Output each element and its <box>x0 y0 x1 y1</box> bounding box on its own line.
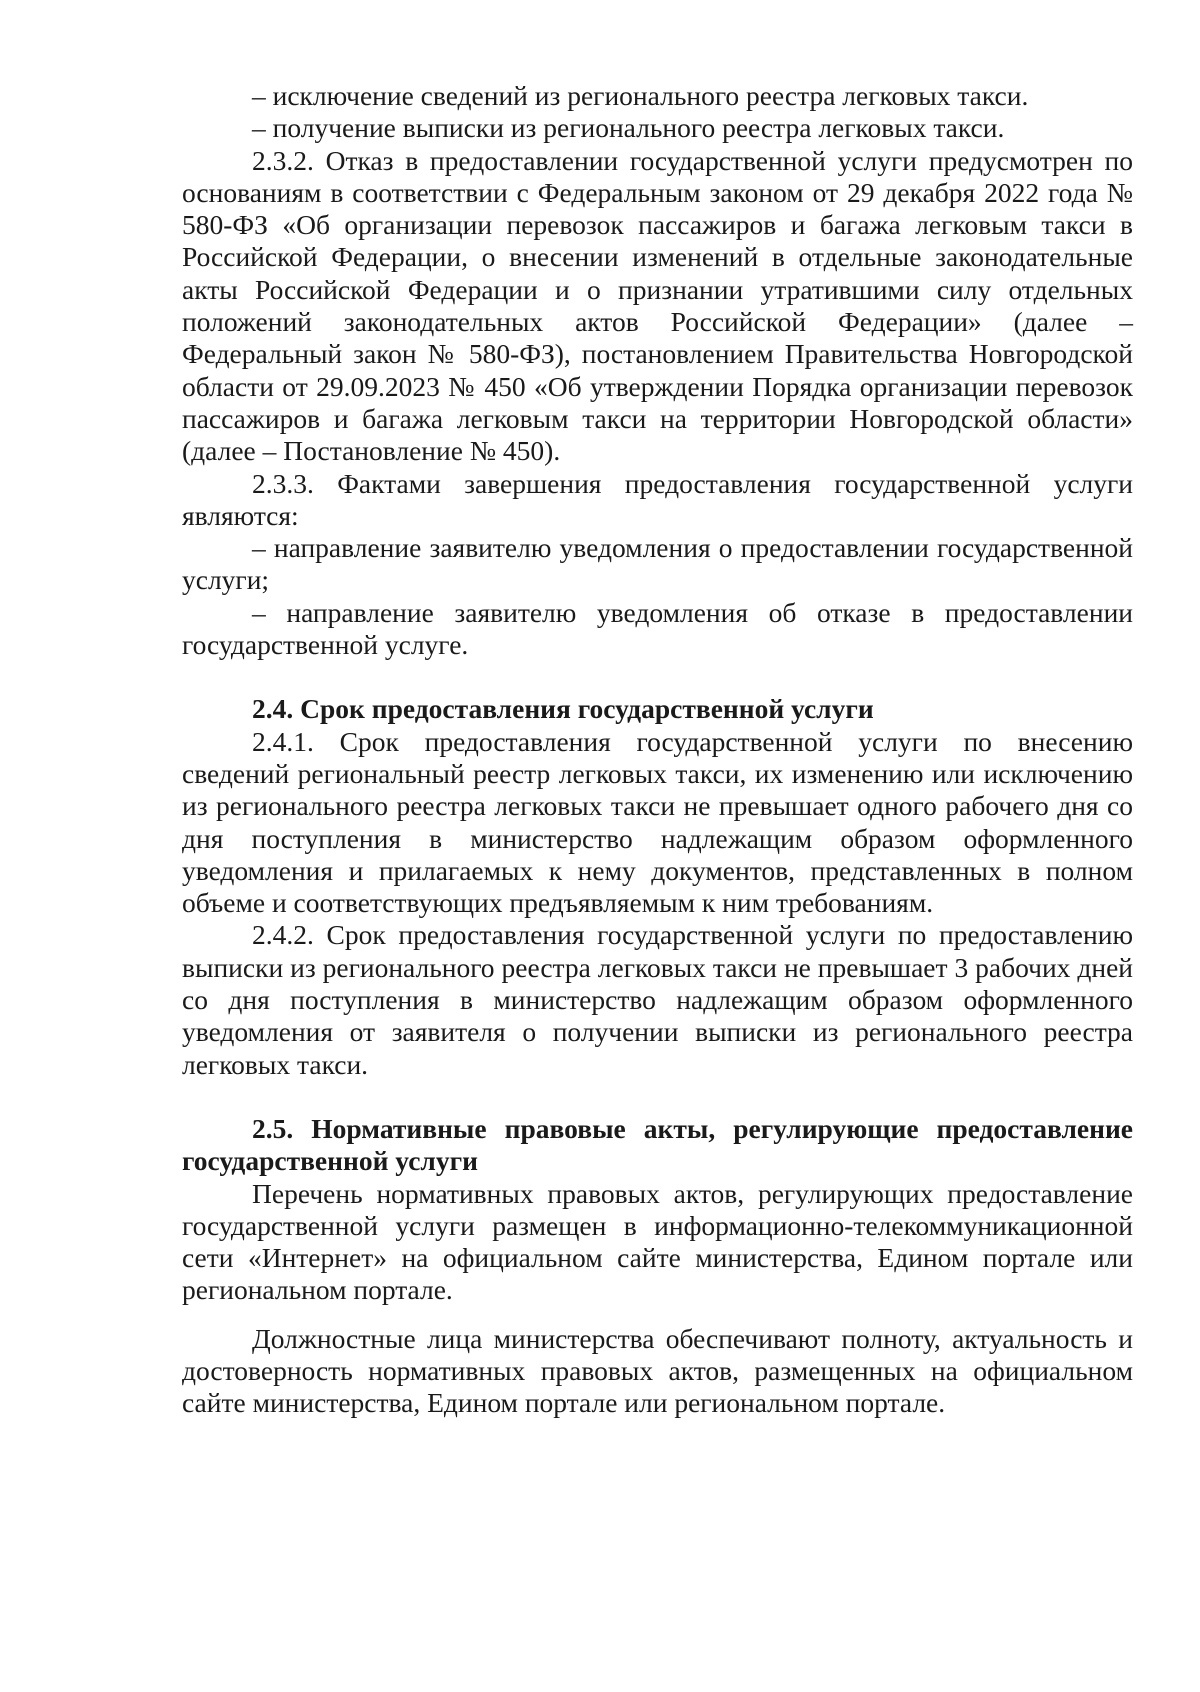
paragraph-acts-list: Перечень нормативных правовых актов, регулирующих предоставление государственной услуги размещен в информационно-телекоммуникационной сети «Интернет» на официальном сайте министерства, Едином портале или региональном портале. <box>182 1177 1133 1306</box>
section-heading-2-5: 2.5. Нормативные правовые акты, регулирующие предоставление государственной услуги <box>182 1112 1133 1177</box>
paragraph-officials: Должностные лица министерства обеспечивают полноту, актуальность и достоверность нормативных правовых актов, размещенных на официальном сайте министерства, Едином портале или региональном портале. <box>182 1322 1133 1419</box>
section-gap <box>182 1081 1133 1113</box>
list-item-notice-refusal: – направление заявителю уведомления об отказе в предоставлении государственной услуге. <box>182 596 1133 661</box>
list-item-extract: – получение выписки из регионального реестра легковых такси. <box>252 112 1005 144</box>
list-item-exclusion: – исключение сведений из регионального реестра легковых такси. <box>252 80 1029 111</box>
paragraph-gap <box>182 1307 1133 1323</box>
paragraph-2-4-1: 2.4.1. Срок предоставления государственной услуги по внесению сведений региональный реестр легковых такси, их изменению или исключению из регионального реестра легковых такси не превышает одного рабочего дня со дня поступления в министерство надлежащим образом оформленного уведомления и прилагаемых к нему документов, представленных в полном объеме и соответствующих предъявляемым к ним требованиям. <box>182 725 1133 919</box>
paragraph-2-3-2: 2.3.2. Отказ в предоставлении государственной услуги предусмотрен по основаниям в соответствии с Федеральным законом от 29 декабря 2022 года № 580-ФЗ «Об организации перевозок пассажиров и багажа легковым такси в Российской Федерации, о внесении изменений в отдельные законодательные акты Российской Федерации и о признании утратившими силу отдельных положений законодательных актов Российской Федерации» (далее – Федеральный закон № 580-ФЗ), постановлением Правительства Новгородской области от 29.09.2023 № 450 «Об утверждении Порядка организации перевозок пассажиров и багажа легковым такси на территории Новгородской области» (далее – Постановление № 450). <box>182 144 1133 467</box>
paragraph-2-3-3: 2.3.3. Фактами завершения предоставления государственной услуги являются: <box>182 467 1133 531</box>
list-item-notice-provision: – направление заявителю уведомления о предоставлении государственной услуги; <box>182 532 1133 596</box>
section-heading-2-4: 2.4. Срок предоставления государственной услуги <box>252 693 874 725</box>
document-page <box>182 80 1133 1420</box>
section-gap <box>182 661 1133 693</box>
paragraph-2-4-2: 2.4.2. Срок предоставления государственной услуги по предоставлению выписки из регионального реестра легковых такси не превышает 3 рабочих дней со дня поступления в министерство надлежащим образом оформленного уведомления от заявителя о получении выписки из регионального реестра легковых такси. <box>182 919 1133 1080</box>
